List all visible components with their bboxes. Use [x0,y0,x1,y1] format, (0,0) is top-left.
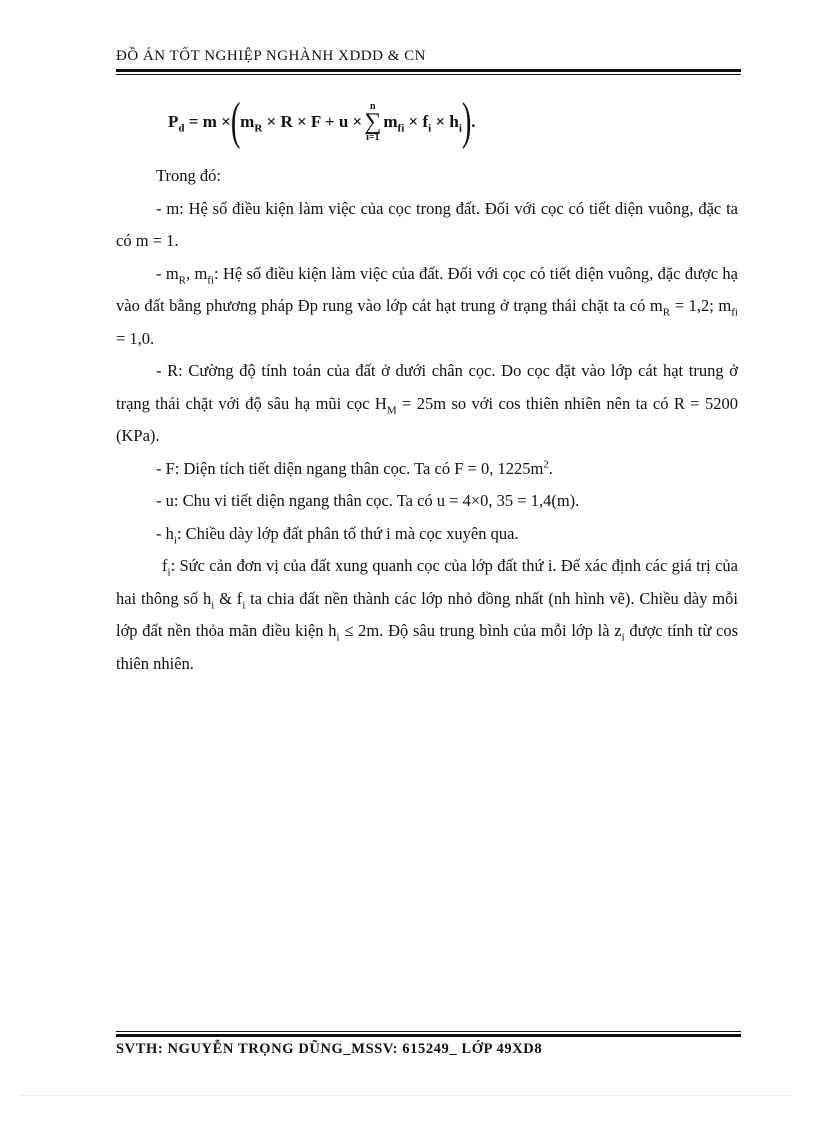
paragraph-u: - u: Chu vi tiết diện ngang thân cọc. Ta có u = 4×0, 35 = 1,4(m). [156,491,580,510]
page-footer: SVTH: NGUYỄN TRỌNG DŨNG_MSSV: 615249_ LỚP 49XD8 [116,1041,543,1057]
page-bottom-divider [20,1095,796,1096]
paragraph-f: - F: Diện tích tiết diện ngang thân cọc. Ta có F = 0, $1225m^2$. [156,458,553,478]
formula-sigma [364,101,381,143]
formula-open-paren: ( [230,93,241,150]
formula-lhs: $P_d$ [168,112,185,135]
paragraph-fi: $f_i$: Sức cản đơn vị của đất xung quanh cọc của lớp đất thứ i. Để xác định các giá trị của hai thông số $h_i$ & $f_i$ ta chia đất nền thành các lớp nhỏ đồng nhất (nh hình vẽ). Chiều dày mỗi lớp đất nền thỏa mãn điều kiện $h_i \le 2m$. Độ sâu trung bình của mỗi lớp là $z_i$ được tính từ cos thiên nhiên. [116,556,739,673]
paragraph-hi: - $h_i$: Chiều dày lớp đất phân tố thứ i mà cọc xuyên qua. [156,523,519,546]
header-rule-thin [116,74,741,75]
formula-mfi: $m_{fi}$ [383,112,405,135]
formula-hi: × $h_i$ [435,112,462,135]
paragraph-trong-do: Trong đó: [156,166,221,185]
paragraph-m: - m: Hệ số điều kiện làm việc của cọc trong đất. Đối với cọc có tiết diện vuông, đặc ta có m = 1. [116,198,738,250]
page-header: ĐỒ ÁN TỐT NGHIỆP NGHÀNH XDDD & CN [116,48,426,64]
sigma-symbol: ∑ [364,109,382,135]
formula-mr: $m_R$ [240,112,263,135]
formula-part1: = m × [188,112,231,131]
paragraph-r: - R: Cường độ tính toán của đất ở dưới chân cọc. Do cọc đặt vào lớp cát hạt trung ở trạng thái chặt với độ sâu hạ mũi cọc $H_M = 25m$ so với cos thiên nhiên nên ta có R = 5200 (KPa). [116,361,738,445]
header-rule-thick [116,69,741,72]
paragraph-mr-mfi: - $m_R$, $m_{fi}$: Hệ số điều kiện làm việc của đất. Đối với cọc có tiết diện vuông, đặc được hạ vào đất bằng phương pháp Đp rung vào lớp cát hạt trung ở trạng thái chặt ta có $m_R = 1,2$; $m_{fi} = 1,0$. [116,263,738,348]
sigma-lower-limit: i=1 [366,132,380,143]
footer-rule-thin [116,1031,741,1032]
footer-rule-thick [116,1034,741,1037]
formula-fi: × $f_i$ [408,112,432,135]
formula-end: . [471,112,476,131]
bearing-capacity-formula [168,93,476,150]
sigma-upper-limit: n [370,101,376,112]
formula-part3: × R × F + u × [266,112,363,131]
document-body [116,160,738,680]
formula-close-paren: ) [461,93,472,150]
